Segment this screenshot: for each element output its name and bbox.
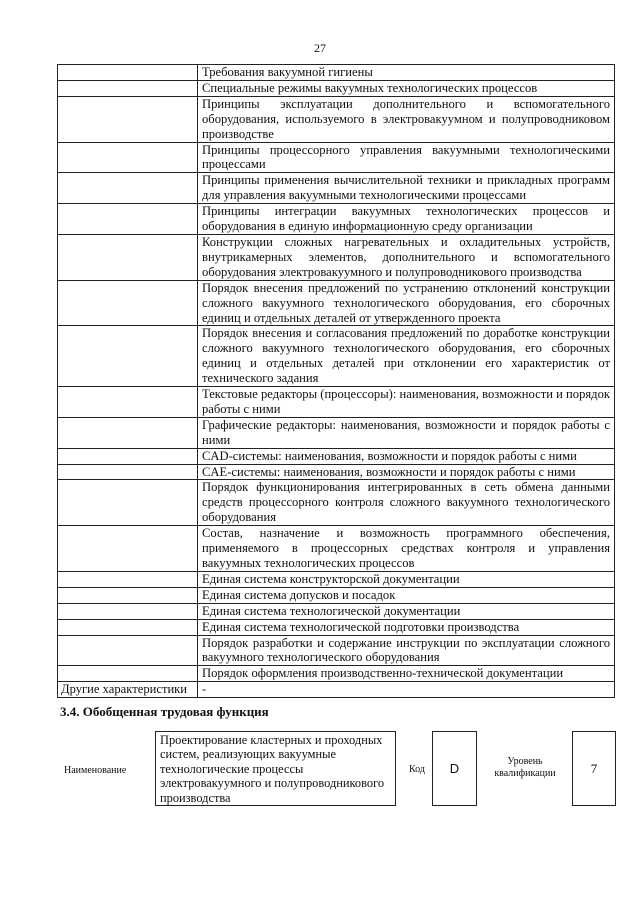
table-row [58, 280, 615, 326]
table-row [58, 387, 615, 418]
requirement-cell: Порядок внесения и согласования предложений по доработке конструкции сложного вакуумного технологического оборудования, его сборочных единиц и отдельных деталей при отклонении его характеристик от технического задания [198, 326, 615, 387]
row-label-cell [58, 96, 198, 142]
row-label-cell [58, 635, 198, 666]
requirement-cell: Порядок внесения предложений по устранению отклонений конструкции сложного вакуумного технологического оборудования, его сборочных единиц и отдельных деталей от утвержденного проекта [198, 280, 615, 326]
table-row [58, 204, 615, 235]
requirement-cell: Состав, назначение и возможность программного обеспечения, применяемого в процессорных средствах контроля и управления вакуумных технологических процессов [198, 526, 615, 572]
row-label-cell [58, 173, 198, 204]
row-label-cell [58, 464, 198, 480]
requirement-cell: Единая система допусков и посадок [198, 587, 615, 603]
table-row-other-characteristics [58, 682, 615, 698]
table-row [58, 464, 615, 480]
knowledge-requirements-table [57, 64, 615, 698]
table-row [58, 526, 615, 572]
requirement-cell: Графические редакторы: наименования, возможности и порядок работы с ними [198, 417, 615, 448]
requirement-cell: Порядок оформления производственно-технической документации [198, 666, 615, 682]
requirement-cell: Текстовые редакторы (процессоры): наименования, возможности и порядок работы с ними [198, 387, 615, 418]
table-row [58, 603, 615, 619]
table-row [58, 448, 615, 464]
code-label: Код [409, 764, 425, 775]
row-label-cell [58, 417, 198, 448]
table-row [58, 142, 615, 173]
requirement-cell: Единая система конструкторской документации [198, 571, 615, 587]
table-row [58, 571, 615, 587]
table-row [58, 80, 615, 96]
other-characteristics-label: Другие характеристики [58, 682, 198, 698]
name-label: Наименование [64, 765, 127, 776]
requirement-cell: Единая система технологической документации [198, 603, 615, 619]
requirement-cell: Принципы интеграции вакуумных технологических процессов и оборудования в единую информационную среду организации [198, 204, 615, 235]
requirement-cell: Порядок разработки и содержание инструкции по эксплуатации сложного вакуумного технологического оборудования [198, 635, 615, 666]
row-label-cell [58, 142, 198, 173]
row-label-cell [58, 65, 198, 81]
requirements-body [58, 65, 615, 698]
table-row [58, 96, 615, 142]
row-label-cell [58, 666, 198, 682]
qualification-level-box: 7 [572, 731, 616, 806]
qualification-level-label-line1: Уровень [507, 756, 543, 767]
code-box: D [432, 731, 477, 806]
row-label-cell [58, 571, 198, 587]
table-row [58, 417, 615, 448]
row-label-cell [58, 204, 198, 235]
row-label-cell [58, 603, 198, 619]
table-row [58, 666, 615, 682]
requirement-cell: Требования вакуумной гигиены [198, 65, 615, 81]
row-label-cell [58, 326, 198, 387]
requirement-cell: Порядок функционирования интегрированных в сеть обмена данными средств процессорного контроля сложного вакуумного технологического оборудования [198, 480, 615, 526]
requirement-cell: Единая система технологической подготовки производства [198, 619, 615, 635]
page-number: 27 [314, 41, 326, 55]
table-row [58, 587, 615, 603]
table-row [58, 480, 615, 526]
function-name-box: Проектирование кластерных и проходных систем, реализующих вакуумные технологические процессы электровакуумного и полупроводникового производства [155, 731, 396, 806]
row-label-cell [58, 587, 198, 603]
table-row [58, 635, 615, 666]
requirement-cell: CAE-системы: наименования, возможности и порядок работы с ними [198, 464, 615, 480]
row-label-cell [58, 387, 198, 418]
row-label-cell [58, 480, 198, 526]
section-heading: 3.4. Обобщенная трудовая функция [60, 704, 269, 719]
row-label-cell [58, 526, 198, 572]
row-label-cell [58, 280, 198, 326]
other-characteristics-value: - [198, 682, 615, 698]
qualification-level-label [486, 756, 564, 780]
row-label-cell [58, 448, 198, 464]
table-row [58, 65, 615, 81]
requirement-cell: Принципы применения вычислительной техники и прикладных программ для управления вакуумными технологическими процессами [198, 173, 615, 204]
row-label-cell [58, 80, 198, 96]
row-label-cell [58, 234, 198, 280]
requirement-cell: Принципы эксплуатации дополнительного и вспомогательного оборудования, используемого в электровакуумном и полупроводниковом производстве [198, 96, 615, 142]
table-row [58, 173, 615, 204]
table-row [58, 234, 615, 280]
table-row [58, 326, 615, 387]
qualification-level-label-line2: квалификации [494, 768, 556, 779]
requirement-cell: Специальные режимы вакуумных технологических процессов [198, 80, 615, 96]
row-label-cell [58, 619, 198, 635]
requirement-cell: Принципы процессорного управления вакуумными технологическими процессами [198, 142, 615, 173]
requirement-cell: Конструкции сложных нагревательных и охладительных устройств, внутрикамерных элементов, дополнительного и вспомогательного оборудования электровакуумного и полупроводникового производства [198, 234, 615, 280]
requirement-cell: CAD-системы: наименования, возможности и порядок работы с ними [198, 448, 615, 464]
table-row [58, 619, 615, 635]
